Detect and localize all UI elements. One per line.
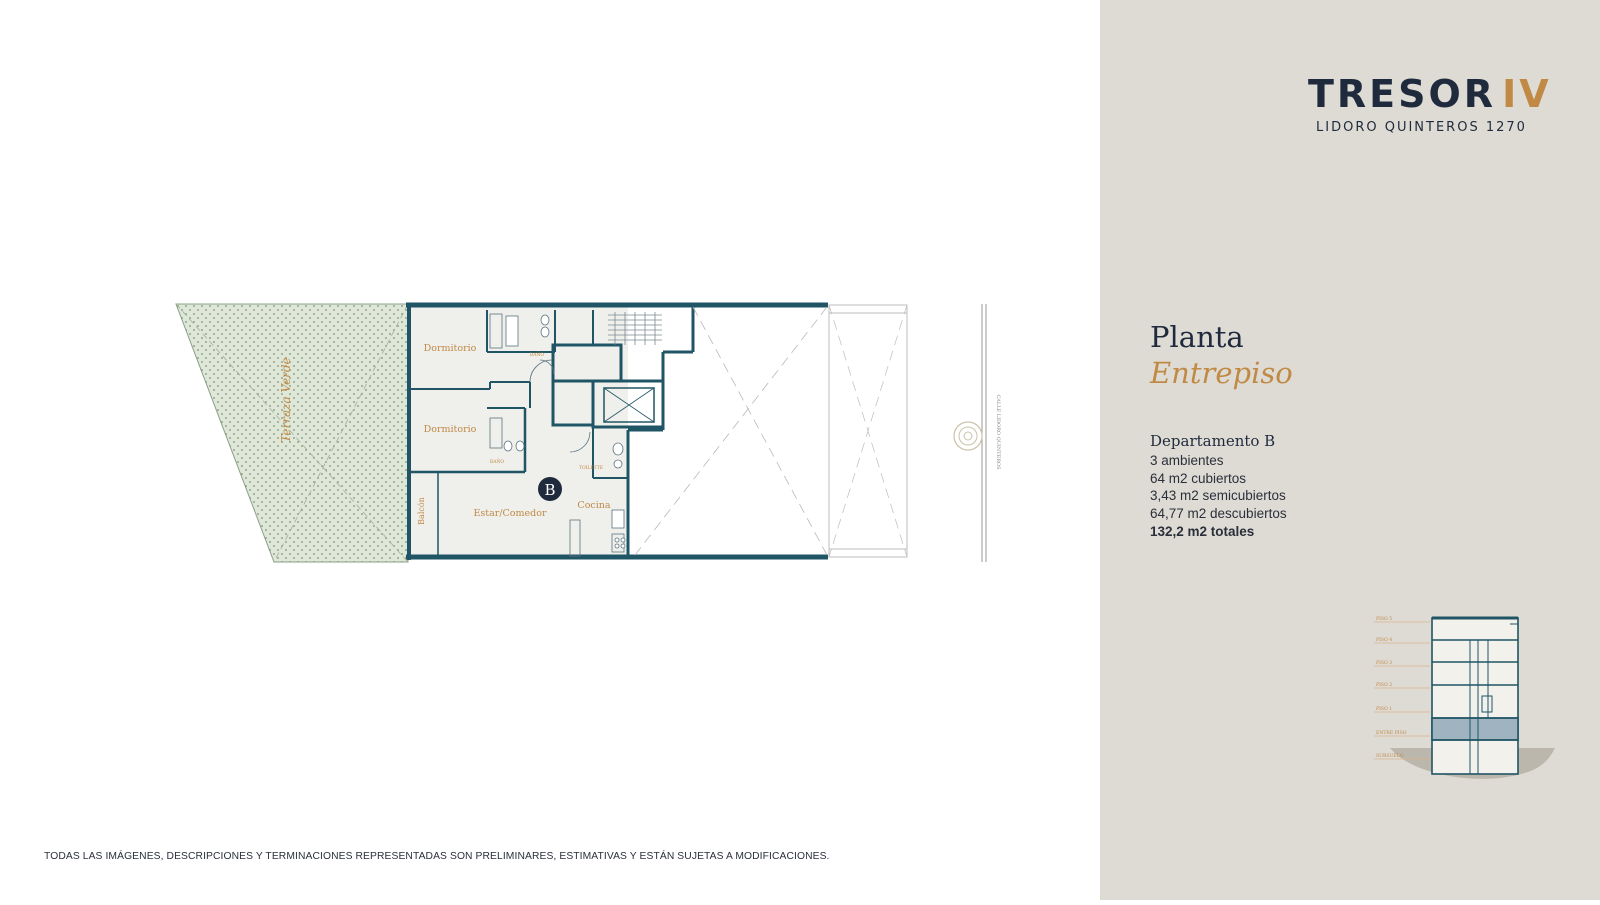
plan-heading: Planta bbox=[1150, 320, 1244, 354]
level-label-piso-1: PISO 1 bbox=[1376, 707, 1393, 712]
room-label-dormitorio-1: Dormitorio bbox=[423, 343, 477, 354]
spec-cubiertos: 64 m2 cubiertos bbox=[1150, 470, 1247, 486]
terrace-area bbox=[176, 304, 408, 562]
unit-marker bbox=[538, 477, 562, 501]
info-panel bbox=[1100, 0, 1600, 900]
level-label-piso-4: PISO 4 bbox=[1376, 638, 1393, 643]
street bbox=[954, 304, 1001, 562]
terrace-label: Terraza Verde bbox=[279, 357, 293, 443]
unit-name: Departamento B bbox=[1150, 432, 1276, 450]
disclaimer: TODAS LAS IMÁGENES, DESCRIPCIONES Y TERMINACIONES REPRESENTADAS SON PRELIMINARES, ESTIMATIVAS Y ESTÁN SUJETAS A MODIFICACIONES. bbox=[44, 851, 830, 862]
brand-name: TRESOR bbox=[1308, 72, 1497, 116]
room-label-bano-2: BAÑO bbox=[489, 460, 505, 465]
patio-voids bbox=[635, 305, 907, 557]
unit-specs bbox=[1150, 452, 1287, 541]
spec-ambientes: 3 ambientes bbox=[1150, 453, 1224, 468]
room-label-dormitorio-2: Dormitorio bbox=[423, 424, 477, 435]
spec-descubiertos: 64,77 m2 descubiertos bbox=[1150, 506, 1287, 522]
level-labels bbox=[1376, 616, 1407, 759]
level-label-piso-3: PISO 3 bbox=[1376, 661, 1393, 666]
room-label-cocina: Cocina bbox=[577, 500, 611, 511]
room-label-bano-1: BAÑO bbox=[529, 353, 545, 358]
street-label: CALLE LIDORO QUINTEROS bbox=[995, 394, 1001, 470]
room-label-toilette: TOILETTE bbox=[578, 466, 604, 471]
plan-subheading: Entrepiso bbox=[1150, 356, 1293, 390]
brand-numeral: IV bbox=[1502, 72, 1552, 116]
brand-logo bbox=[1308, 72, 1552, 116]
level-label-piso-2: PISO 2 bbox=[1376, 683, 1393, 688]
spec-total: 132,2 m2 totales bbox=[1150, 523, 1255, 539]
building-section bbox=[1432, 618, 1518, 774]
brand-address: LIDORO QUINTEROS 1270 bbox=[1316, 120, 1527, 135]
level-label-subsuelo: SUBSUELO bbox=[1376, 754, 1404, 759]
room-label-estar-comedor: Estar/Comedor bbox=[473, 508, 547, 519]
level-label-entre-piso: ENTRE PISO bbox=[1376, 731, 1407, 736]
unit-marker-label: B bbox=[544, 481, 556, 499]
spec-semicubiertos: 3,43 m2 semicubiertos bbox=[1150, 488, 1286, 504]
room-label-balcon: Balcón bbox=[417, 497, 426, 525]
building-section-diagram bbox=[1370, 610, 1600, 790]
level-label-piso-5: PISO 5 bbox=[1376, 617, 1393, 622]
